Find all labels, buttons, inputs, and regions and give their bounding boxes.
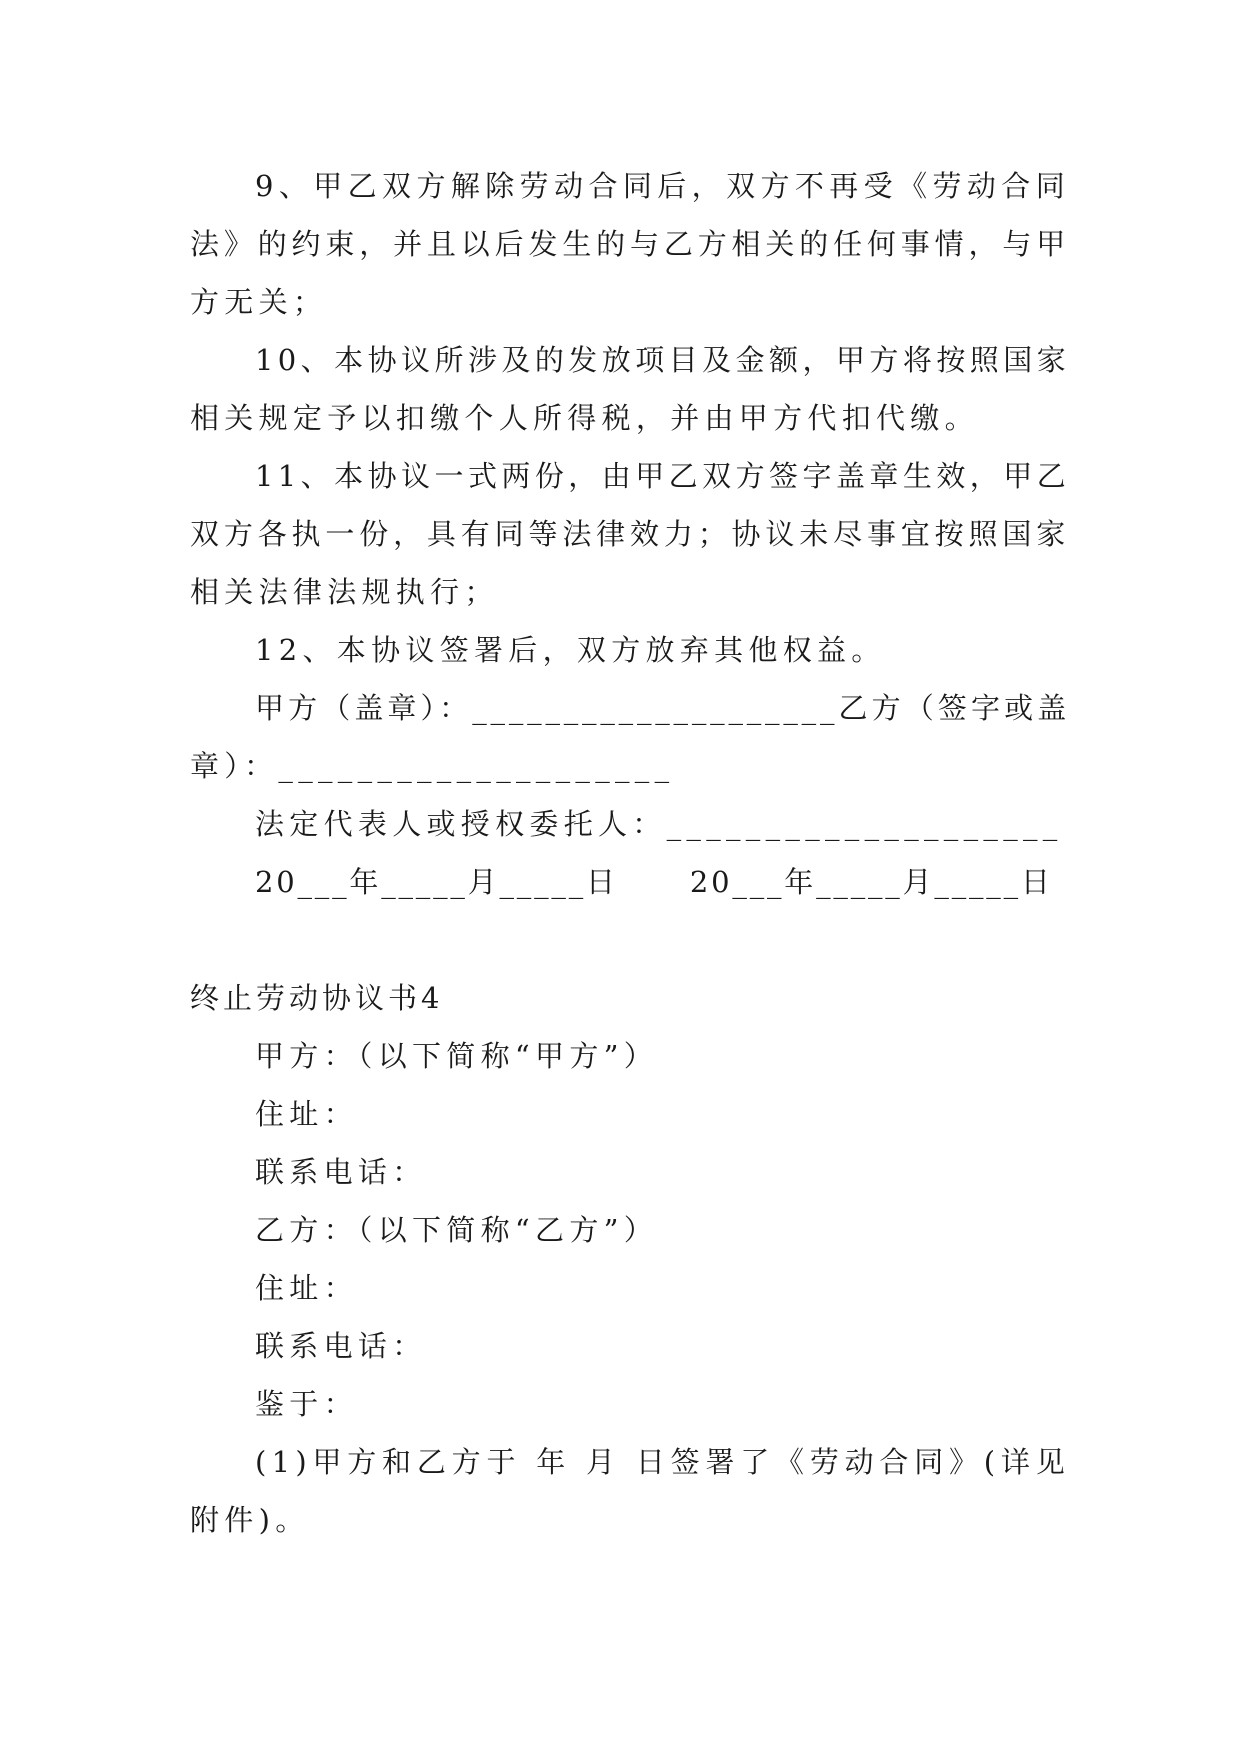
party-b-address: 住址： [255,1271,358,1305]
party-b-phone: 联系电话： [255,1329,427,1363]
clause-9-line-2: 法》的约束，并且以后发生的与乙方相关的任何事情，与甲 [190,227,1070,261]
signature-party-b-line: 章）：____________________ [190,749,675,783]
clause-9-line-3: 方无关； [190,285,328,319]
signature-party-a-line: 甲方（盖章）：____________________乙方（签字或盖 [255,691,1070,725]
clause-11-line-3: 相关法律法规执行； [190,575,499,609]
clause-9-line-1: 9、甲乙双方解除劳动合同后，双方不再受《劳动合同 [255,169,1070,203]
section-title: 终止劳动协议书4 [190,981,444,1015]
clause-10-line-2: 相关规定予以扣缴个人所得税，并由甲方代扣代缴。 [190,401,979,435]
party-a-label: 甲方：（以下简称“甲方”） [255,1039,659,1073]
whereas-label: 鉴于： [255,1387,358,1421]
party-a-phone: 联系电话： [255,1155,427,1189]
clause-11-line-2: 双方各执一份，具有同等法律效力；协议未尽事宜按照国家 [190,517,1070,551]
party-a-address: 住址： [255,1097,358,1131]
signature-date-line: 20___年_____月_____日 20___年_____月_____日 [255,865,1053,899]
whereas-item-1-line-2: 附件)。 [190,1503,310,1537]
clause-12-line-1: 12、本协议签署后，双方放弃其他权益。 [255,633,886,667]
whereas-item-1-line-1: (1)甲方和乙方于 年 月 日签署了《劳动合同》(详见 [255,1445,1070,1479]
clause-10-line-1: 10、本协议所涉及的发放项目及金额，甲方将按照国家 [255,343,1070,377]
legal-representative-line: 法定代表人或授权委托人：____________________ [255,807,1063,841]
clause-11-line-1: 11、本协议一式两份，由甲乙双方签字盖章生效，甲乙 [255,459,1070,493]
party-b-label: 乙方：（以下简称“乙方”） [255,1213,659,1247]
